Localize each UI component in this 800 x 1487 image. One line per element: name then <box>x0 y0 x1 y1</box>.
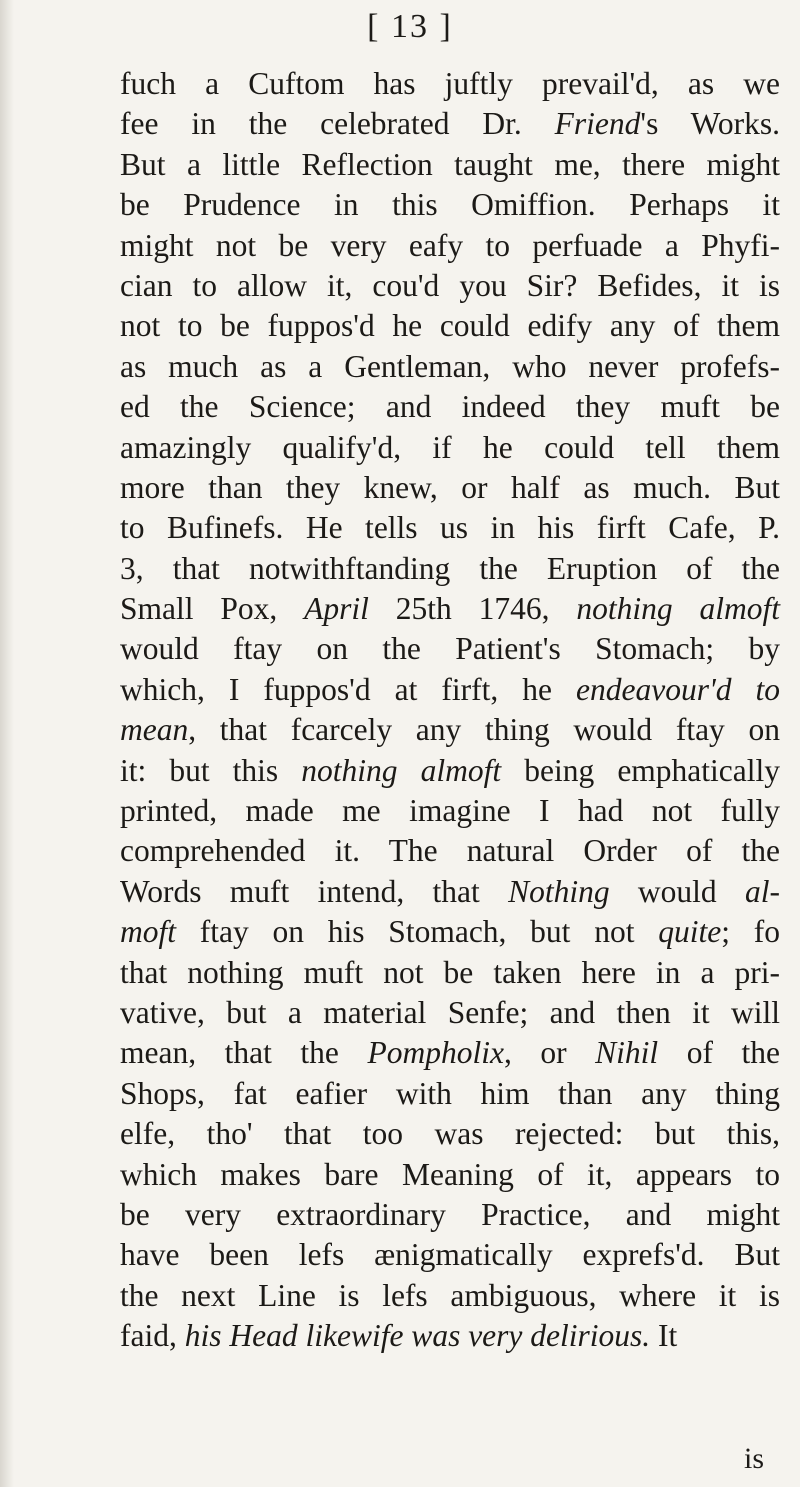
text-line <box>120 912 780 952</box>
text-span: printed, made me imagine I had not fully <box>120 793 780 829</box>
text-line <box>120 387 780 427</box>
text-span: elfe, tho' that too was rejected: but this, <box>120 1116 780 1152</box>
text-line <box>120 1074 780 1114</box>
text-span: faid, <box>120 1318 185 1354</box>
italic-span: his Head likewife was very delirious. <box>184 1318 651 1354</box>
text-line <box>120 347 780 387</box>
text-span: of the <box>658 1035 780 1071</box>
text-line <box>120 64 780 104</box>
text-line <box>120 1033 780 1073</box>
italic-span: nothing almoft <box>576 591 780 627</box>
text-span: 3, that notwithftanding the Eruption of the <box>120 550 780 586</box>
text-span: which, I fuppos'd at firft, he <box>120 671 577 707</box>
text-span: would <box>609 873 746 909</box>
text-span: It <box>650 1318 678 1354</box>
text-span: being emphatically <box>501 752 780 788</box>
italic-span: al- <box>745 873 781 909</box>
text-line <box>120 549 780 589</box>
text-span: be very extraordinary Practice, and might <box>120 1196 780 1232</box>
text-line <box>120 104 780 144</box>
text-line <box>120 185 780 225</box>
text-span: vative, but a material Senfe; and then it will <box>120 994 780 1030</box>
italic-span: Pompholix <box>367 1035 504 1071</box>
italic-span: April <box>304 591 369 627</box>
italic-span: endeavour'd to <box>576 671 780 707</box>
text-line <box>120 710 780 750</box>
text-span: , that fcarcely any thing would ftay on <box>188 712 780 748</box>
text-span: cian to allow it, cou'd you Sir? Befides, it is <box>120 267 780 303</box>
text-line <box>120 791 780 831</box>
text-span: the next Line is lefs ambiguous, where it is <box>120 1277 780 1313</box>
text-line <box>120 831 780 871</box>
italic-span: Nihil <box>595 1035 659 1071</box>
italic-span: quite <box>658 914 722 950</box>
text-line <box>120 1316 780 1356</box>
text-span: 's Works. <box>640 106 780 142</box>
text-span: , or <box>503 1035 596 1071</box>
text-span: ed the Science; and indeed they muft be <box>120 389 780 425</box>
text-line <box>120 872 780 912</box>
text-line <box>120 508 780 548</box>
text-line <box>120 468 780 508</box>
body-text <box>120 64 780 1357</box>
text-line <box>120 670 780 710</box>
text-line <box>120 953 780 993</box>
text-span: that nothing muft not be taken here in a pri- <box>120 954 780 990</box>
page-edge <box>0 0 14 1487</box>
text-span: 25th 1746, <box>368 591 577 627</box>
text-span: comprehended it. The natural Order of the <box>120 833 780 869</box>
text-span: Small Pox, <box>120 591 305 627</box>
text-line <box>120 629 780 669</box>
text-line <box>120 306 780 346</box>
text-line <box>120 993 780 1033</box>
text-span: have been lefs ænigmatically exprefs'd. But <box>120 1237 780 1273</box>
text-span: which makes bare Meaning of it, appears to <box>120 1156 780 1192</box>
text-span: it: but this <box>120 752 302 788</box>
italic-span: mean <box>120 712 189 748</box>
text-line <box>120 1235 780 1275</box>
text-line <box>120 589 780 629</box>
text-span: would ftay on the Patient's Stomach; by <box>120 631 780 667</box>
text-line <box>120 226 780 266</box>
text-span: Shops, fat eafier with him than any thing <box>120 1075 780 1111</box>
italic-span: moft <box>120 914 177 950</box>
text-span: to Bufinefs. He tells us in his firft Cafe, P. <box>120 510 780 546</box>
text-span: be Prudence in this Omiffion. Perhaps it <box>120 187 780 223</box>
text-span: Words muft intend, that <box>120 873 509 909</box>
italic-span: nothing almoft <box>301 752 502 788</box>
catchword: is <box>743 1442 764 1475</box>
text-span: more than they knew, or half as much. But <box>120 469 780 505</box>
text-span: ftay on his Stomach, but not <box>176 914 659 950</box>
italic-span: Nothing <box>508 873 610 909</box>
text-line <box>120 1155 780 1195</box>
text-line <box>120 1276 780 1316</box>
text-span: ; fo <box>721 914 780 950</box>
text-span: fuch a Cuftom has juftly prevail'd, as we <box>120 66 780 101</box>
text-line <box>120 1195 780 1235</box>
text-line <box>120 428 780 468</box>
text-span: mean, that the <box>120 1035 368 1071</box>
text-span: amazingly qualify'd, if he could tell them <box>120 429 780 465</box>
page-header: [ 13 ] <box>367 8 453 45</box>
text-span: as much as a Gentleman, who never profefs- <box>120 348 780 384</box>
text-line <box>120 266 780 306</box>
italic-span: Friend <box>554 106 641 142</box>
text-span: not to be fuppos'd he could edify any of them <box>120 308 780 344</box>
text-line <box>120 1114 780 1154</box>
text-span: fee in the celebrated Dr. <box>120 106 555 142</box>
text-line <box>120 145 780 185</box>
text-span: But a little Reflection taught me, there might <box>120 146 780 182</box>
text-line <box>120 751 780 791</box>
text-span: might not be very eafy to perfuade a Phyfi- <box>120 227 780 263</box>
